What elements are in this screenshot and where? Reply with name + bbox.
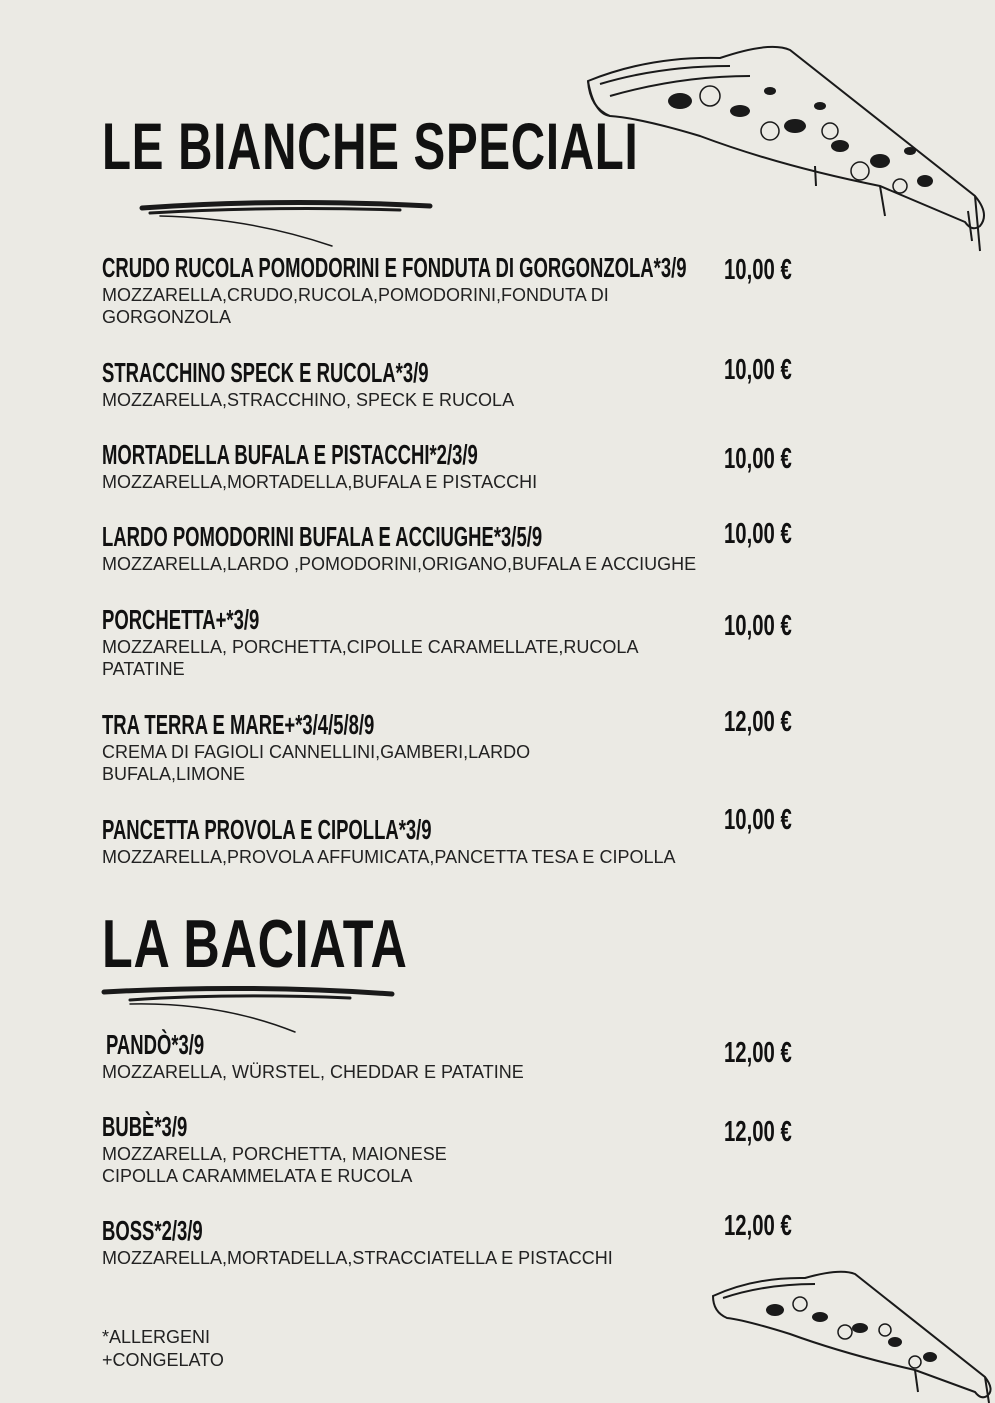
item-price: 10,00 € [724, 804, 792, 836]
menu-item [102, 815, 822, 868]
item-name: LARDO POMODORINI BUFALA E ACCIUGHE*3/5/9 [102, 521, 543, 552]
item-description: MOZZARELLA, PORCHETTA, MAIONESE CIPOLLA CARAMMELATA E RUCOLA [102, 1144, 447, 1186]
menu-item [102, 522, 822, 575]
menu-item [102, 1216, 822, 1269]
section-title: LA BACIATA [102, 906, 408, 982]
item-price: 12,00 € [724, 1210, 792, 1242]
footnote-frozen: +CONGELATO [102, 1350, 224, 1370]
item-price: 12,00 € [724, 706, 792, 738]
item-description: MOZZARELLA,CRUDO,RUCOLA,POMODORINI,FONDUTA DI GORGONZOLA [102, 285, 609, 327]
item-price: 10,00 € [724, 610, 792, 642]
pizza-slice-icon [705, 1262, 995, 1403]
brush-stroke-divider [100, 198, 440, 253]
section-title: LE BIANCHE SPECIALI [102, 109, 639, 183]
item-name: PANCETTA PROVOLA E CIPOLLA*3/9 [102, 814, 432, 845]
menu-item [102, 1112, 822, 1187]
item-price: 12,00 € [724, 1037, 792, 1069]
item-description: MOZZARELLA,STRACCHINO, SPECK E RUCOLA [102, 390, 515, 410]
item-price: 12,00 € [724, 1116, 792, 1148]
item-description: MOZZARELLA,MORTADELLA,STRACCIATELLA E PISTACCHI [102, 1248, 613, 1268]
menu-item [102, 440, 822, 493]
item-name: PANDÒ*3/9 [105, 1029, 205, 1060]
item-price: 10,00 € [724, 254, 792, 286]
item-price: 10,00 € [724, 354, 792, 386]
pizza-slice-icon [580, 36, 995, 261]
item-name: BOSS*2/3/9 [102, 1215, 203, 1246]
menu-item [102, 253, 822, 328]
item-name: PORCHETTA+*3/9 [102, 604, 260, 635]
item-name: STRACCHINO SPECK E RUCOLA*3/9 [102, 357, 429, 388]
item-description: MOZZARELLA,LARDO ,POMODORINI,ORIGANO,BUFALA E ACCIUGHE [102, 554, 697, 574]
item-price: 10,00 € [724, 518, 792, 550]
item-price: 10,00 € [724, 443, 792, 475]
footnote-allergens: *ALLERGENI [102, 1327, 211, 1347]
menu-item [102, 605, 822, 680]
item-name: MORTADELLA BUFALA E PISTACCHI*2/3/9 [102, 439, 478, 470]
item-description: MOZZARELLA,MORTADELLA,BUFALA E PISTACCHI [102, 472, 538, 492]
item-description: MOZZARELLA,PROVOLA AFFUMICATA,PANCETTA TESA E CIPOLLA [102, 847, 676, 867]
item-name: BUBÈ*3/9 [102, 1111, 188, 1142]
menu-item [102, 710, 822, 785]
item-name: CRUDO RUCOLA POMODORINI E FONDUTA DI GORGONZOLA*3/9 [102, 252, 687, 283]
item-name: TRA TERRA E MARE+*3/4/5/8/9 [102, 709, 375, 740]
menu-item [102, 1030, 822, 1083]
item-description: CREMA DI FAGIOLI CANNELLINI,GAMBERI,LARDO BUFALA,LIMONE [102, 742, 531, 784]
item-description: MOZZARELLA, PORCHETTA,CIPOLLE CARAMELLATE,RUCOLA PATATINE [102, 637, 638, 679]
item-description: MOZZARELLA, WÜRSTEL, CHEDDAR E PATATINE [102, 1062, 524, 1082]
menu-item [102, 358, 822, 411]
